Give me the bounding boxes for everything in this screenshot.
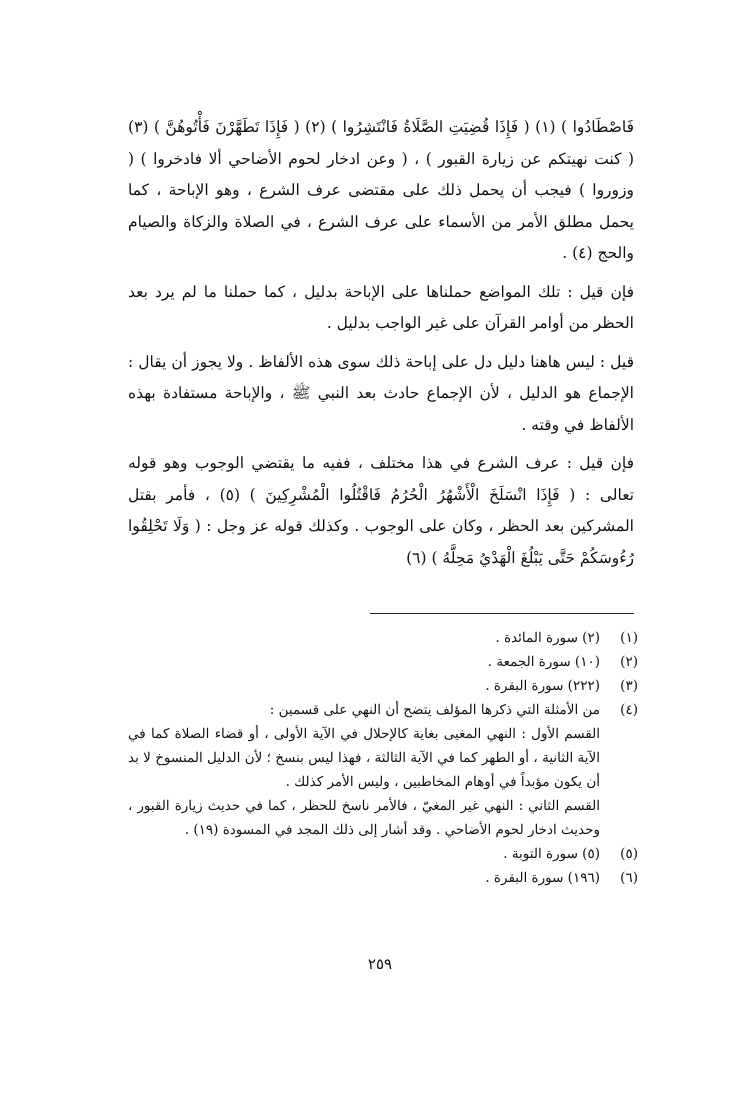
footnote-2	[128, 650, 638, 674]
footnote-text: (١٠) سورة الجمعة .	[487, 654, 600, 670]
footnote-divider	[370, 613, 634, 614]
footnote-text: (٢٢٢) سورة البقرة .	[485, 678, 600, 694]
footnote-line: القسم الثاني : النهي غير المغيّ ، فالأمر ناسخ للحظر ، كما في حديث زيارة القبور ، وحديث ادخار لحوم الأضاحي . وقد أشار إلى ذلك المجد في المسودة (١٩) .	[128, 798, 600, 838]
footnote-line: من الأمثلة التي ذكرها المؤلف يتضح أن النهي على قسمين :	[269, 702, 600, 718]
footnote-number: (١)	[620, 630, 638, 646]
footnote-3	[128, 674, 638, 698]
footnote-text: (٥) سورة التوبة .	[503, 846, 600, 862]
footnote-number: (٦)	[620, 870, 638, 886]
main-text	[128, 112, 634, 581]
footnote-text	[128, 698, 600, 842]
footnote-number: (٣)	[620, 678, 638, 694]
paragraph-1: فَاصْطَادُوا ) (١) ( فَإِذَا قُضِيَتِ الصَّلَاةُ فَانْتَشِرُوا ) (٢) ( فَإِذَا تَطَهَّرْنَ فَأْتُوهُنَّ ) (٣) ( كنت نهيتكم عن زيارة القبور ) ، ( وعن ادخار لحوم الأضاحي ألا فادخروا ) ( وزوروا ) فيجب أن يحمل ذلك على مقتضى عرف الشرع ، وهو الإباحة ، كما يحمل مطلق الأمر من الأسماء على عرف الشرع ، في الصلاة والزكاة والصيام والحج (٤) .	[128, 118, 634, 262]
page-number: ٢٥٩	[367, 955, 393, 973]
paragraph-3: قيل : ليس هاهنا دليل دل على إباحة ذلك سوى هذه الألفاظ . ولا يجوز أن يقال : الإجماع هو الدليل ، لأن الإجماع حادث بعد النبي ﷺ ، والإباحة مستفادة بهذه الألفاظ في وقته .	[128, 352, 634, 434]
footnote-line: القسم الأول : النهي المغيى بغاية كالإحلال في الآية الأولى ، أو قضاء الصلاة كما في الآية الثانية ، أو الطهر كما في الآية الثالثة ، فهذا ليس بنسخ ؛ لأن الدليل المنسوخ لا بد أن يكون مؤبداً في أوهام المخاطبين ، وليس الأمر كذلك .	[128, 726, 600, 790]
footnote-1	[128, 626, 638, 650]
footnote-4	[128, 698, 638, 842]
footnote-text: (١٩٦) سورة البقرة .	[485, 870, 600, 886]
footnotes	[128, 626, 638, 890]
footnote-number: (٤)	[620, 702, 638, 718]
paragraph-2: فإن قيل : تلك المواضع حملناها على الإباحة بدليل ، كما حملنا ما لم يرد بعد الحظر من أوامر القرآن على غير الواجب بدليل .	[128, 282, 634, 332]
footnote-number: (٥)	[620, 846, 638, 862]
footnote-number: (٢)	[620, 654, 638, 670]
footnote-5	[128, 842, 638, 866]
paragraph-4: فإن قيل : عرف الشرع في هذا مختلف ، ففيه ما يقتضي الوجوب وهو قوله تعالى : ( فَإِذَا انْسَلَخَ الْأَشْهُرُ الْحُرُمُ فَاقْتُلُوا الْمُشْرِكِينَ ) (٥) ، فأمر بقتل المشركين بعد الحظر ، وكان على الوجوب . وكذلك قوله عز وجل : ( وَلَا تَحْلِقُوا رُءُوسَكُمْ حَتَّى يَبْلُغَ الْهَدْيُ مَحِلَّهُ ) (٦)	[128, 454, 634, 567]
footnote-6	[128, 866, 638, 890]
footnote-text: (٢) سورة المائدة .	[495, 630, 600, 646]
